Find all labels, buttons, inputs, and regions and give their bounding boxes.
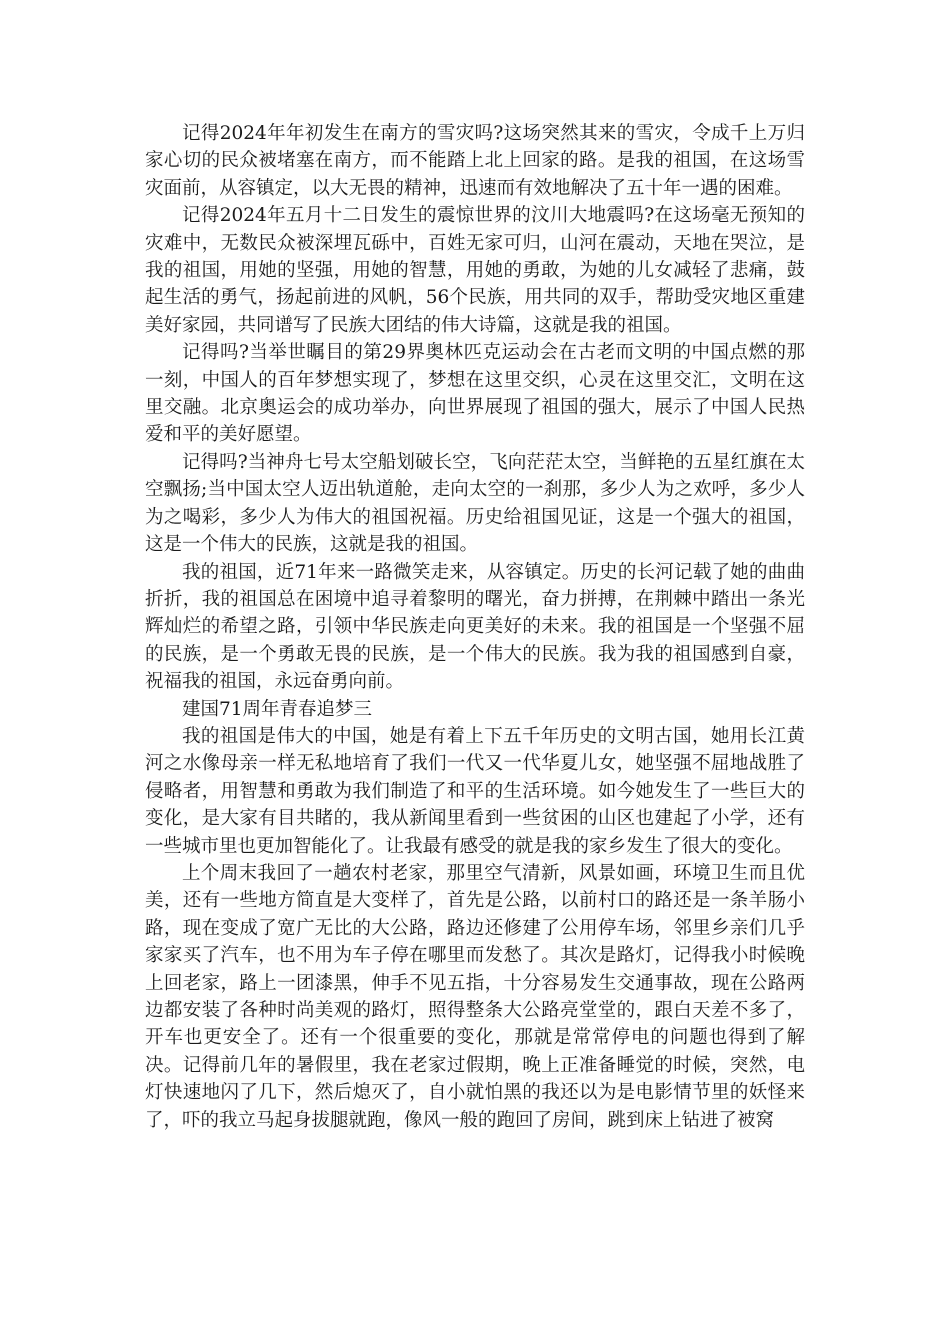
document-body <box>145 120 805 1134</box>
paragraph-hometown: 上个周末我回了一趟农村老家，那里空气清新，风景如画，环境卫生而且优美，还有一些地方简直是大变样了，首先是公路，以前村口的路还是一条羊肠小路，现在变成了宽广无比的大公路，路边还修建了公用停车场，邻里乡亲们几乎家家买了汽车，也不用为车子停在哪里而发愁了。其次是路灯，记得我小时候晚上回老家，路上一团漆黑，伸手不见五指，十分容易发生交通事故，现在公路两边都安装了各种时尚美观的路灯，照得整条大公路亮堂堂的，跟白天差不多了，开车也更安全了。还有一个很重要的变化，那就是常常停电的问题也得到了解决。记得前几年的暑假里，我在老家过假期，晚上正准备睡觉的时候，突然，电灯快速地闪了几下，然后熄灭了，自小就怕黑的我还以为是电影情节里的妖怪来了，吓的我立马起身拔腿就跑，像风一般的跑回了房间，跳到床上钻进了被窝 <box>145 862 805 1131</box>
paragraph-olympics: 记得吗?当举世瞩目的第29界奥林匹克运动会在古老而文明的中国点燃的那一刻，中国人的百年梦想实现了，梦想在这里交织，心灵在这里交汇，文明在这里交融。北京奥运会的成功举办，向世界展现了祖国的强大，展示了中国人民热爱和平的美好愿望。 <box>145 342 805 446</box>
paragraph-snow-disaster: 记得2024年年初发生在南方的雪灾吗?这场突然其来的雪灾，令成千上万归家心切的民众被堵塞在南方，而不能踏上北上回家的路。是我的祖国，在这场雪灾面前，从容镇定，以大无畏的精神，迅速而有效地解决了五十年一遇的困难。 <box>145 123 805 199</box>
paragraph-wenchuan-earthquake: 记得2024年五月十二日发生的震惊世界的汶川大地震吗?在这场毫无预知的灾难中，无数民众被深埋瓦砾中，百姓无家可归，山河在震动，天地在哭泣，是我的祖国，用她的坚强，用她的智慧，用她的勇敢，为她的儿女减轻了悲痛，鼓起生活的勇气，扬起前进的风帆，56个民族，用共同的双手，帮助受灾地区重建美好家园，共同谱写了民族大团结的伟大诗篇，这就是我的祖国。 <box>145 205 805 336</box>
paragraph-motherland: 我的祖国，近71年来一路微笑走来，从容镇定。历史的长河记载了她的曲曲折折，我的祖国总在困境中追寻着黎明的曙光，奋力拼搏，在荆棘中踏出一条光辉灿烂的希望之路，引领中华民族走向更美好的未来。我的祖国是一个坚强不屈的民族，是一个勇敢无畏的民族，是一个伟大的民族。我为我的祖国感到自豪，祝福我的祖国，永远奋勇向前。 <box>145 561 805 693</box>
section-heading: 建国71周年青春追梦三 <box>182 698 373 720</box>
paragraph-shenzhou: 记得吗?当神舟七号太空船划破长空，飞向茫茫太空，当鲜艳的五星红旗在太空飘扬;当中国太空人迈出轨道舱，走向太空的一刹那，多少人为之欢呼，多少人为之喝彩，多少人为伟大的祖国祝福。历史给祖国见证，这是一个强大的祖国，这是一个伟大的民族，这就是我的祖国。 <box>145 451 805 556</box>
paragraph-great-china: 我的祖国是伟大的中国，她是有着上下五千年历史的文明古国，她用长江黄河之水像母亲一样无私地培育了我们一代又一代华夏儿女，她坚强不屈地战胜了侵略者，用智慧和勇敢为我们制造了和平的生活环境。如今她发生了一些巨大的变化，是大家有目共睹的，我从新闻里看到一些贫困的山区也建起了小学，还有一些城市里也更加智能化了。让我最有感受的就是我的家乡发生了很大的变化。 <box>145 725 805 857</box>
